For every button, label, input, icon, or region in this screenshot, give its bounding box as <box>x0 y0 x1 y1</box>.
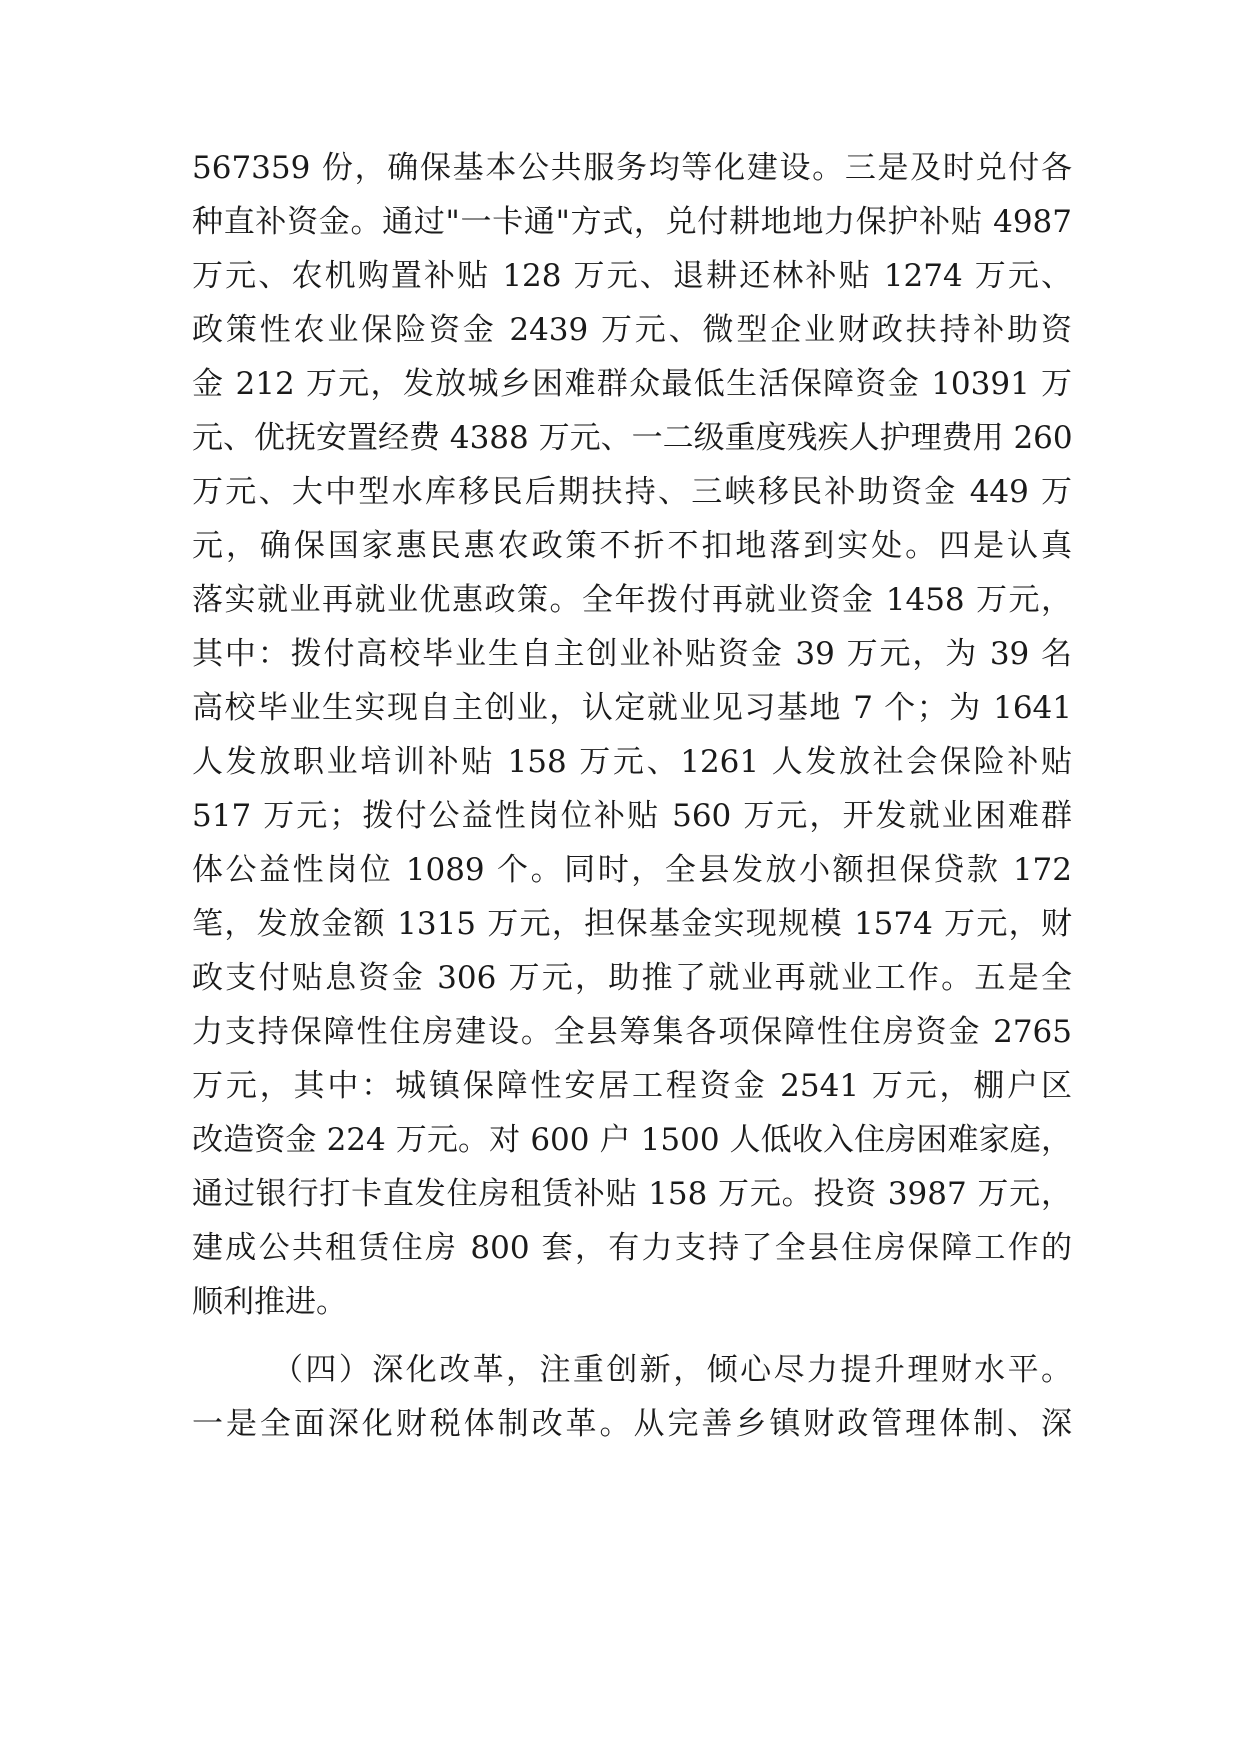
text-line: 政支付贴息资金 306 万元，助推了就业再就业工作。五是全 <box>192 960 1072 996</box>
text-line: 一是全面深化财税体制改革。从完善乡镇财政管理体制、深 <box>192 1406 1072 1442</box>
text-line: 万元、农机购置补贴 128 万元、退耕还林补贴 1274 万元、 <box>192 258 1072 294</box>
text-line: 万元、大中型水库移民后期扶持、三峡移民补助资金 449 万 <box>192 474 1072 510</box>
text-line: 政策性农业保险资金 2439 万元、微型企业财政扶持补助资 <box>192 312 1072 348</box>
text-line: 建成公共租赁住房 800 套，有力支持了全县住房保障工作的 <box>192 1230 1072 1266</box>
text-line: 改造资金 224 万元。对 600 户 1500 人低收入住房困难家庭， <box>192 1122 1072 1158</box>
text-line: 金 212 万元，发放城乡困难群众最低生活保障资金 10391 万 <box>192 366 1072 402</box>
text-line: 落实就业再就业优惠政策。全年拨付再就业资金 1458 万元， <box>192 582 1072 618</box>
text-line: 顺利推进。 <box>192 1284 347 1320</box>
text-line: 万元，其中：城镇保障性安居工程资金 2541 万元，棚户区 <box>192 1068 1072 1104</box>
section-heading-line: （四）深化改革，注重创新，倾心尽力提升理财水平。 <box>272 1352 1072 1388</box>
text-line: 其中：拨付高校毕业生自主创业补贴资金 39 万元，为 39 名 <box>192 636 1072 672</box>
text-line: 元，确保国家惠民惠农政策不折不扣地落到实处。四是认真 <box>192 528 1072 564</box>
text-line: 体公益性岗位 1089 个。同时，全县发放小额担保贷款 172 <box>192 852 1072 888</box>
text-line: 元、优抚安置经费 4388 万元、一二级重度残疾人护理费用 260 <box>192 420 1073 456</box>
text-line: 通过银行打卡直发住房租赁补贴 158 万元。投资 3987 万元， <box>192 1176 1072 1212</box>
text-line: 笔，发放金额 1315 万元，担保基金实现规模 1574 万元，财 <box>192 906 1072 942</box>
text-line: 高校毕业生实现自主创业，认定就业见习基地 7 个；为 1641 <box>192 690 1072 726</box>
text-line: 种直补资金。通过"一卡通"方式，兑付耕地地力保护补贴 4987 <box>192 204 1072 240</box>
text-line: 力支持保障性住房建设。全县筹集各项保障性住房资金 2765 <box>192 1014 1072 1050</box>
text-line: 人发放职业培训补贴 158 万元、1261 人发放社会保险补贴 <box>192 744 1072 780</box>
text-line: 517 万元；拨付公益性岗位补贴 560 万元，开发就业困难群 <box>192 798 1072 834</box>
text-line: 567359 份，确保基本公共服务均等化建设。三是及时兑付各 <box>192 150 1072 186</box>
